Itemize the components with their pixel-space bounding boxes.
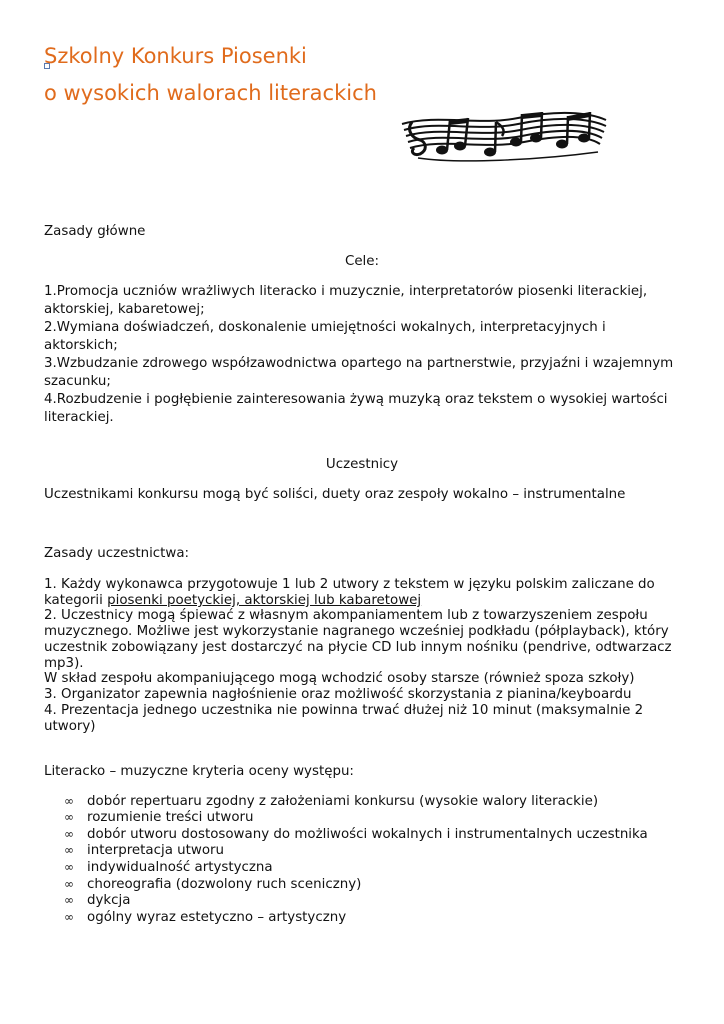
participation-rules-heading: Zasady uczestnictwa: <box>44 546 190 561</box>
rule-2-line-1: 2. Uczestnicy mogą śpiewać z własnym akompaniamentem lub z towarzyszeniem zespołu <box>44 608 648 623</box>
title-line-2: o wysokich walorach literackich <box>44 81 377 105</box>
title-line-1: Szkolny Konkurs Piosenki <box>44 44 307 68</box>
criteria-heading: Literacko – muzyczne kryteria oceny występu: <box>44 764 354 779</box>
infinity-bullet-icon: ∞ <box>64 877 74 891</box>
infinity-bullet-icon: ∞ <box>64 910 74 924</box>
list-item: dobór repertuaru zgodny z założeniami konkursu (wysokie walory literackie) <box>87 794 599 809</box>
list-item: dobór utworu dostosowany do możliwości wokalnych i instrumentalnych uczestnika <box>87 827 648 842</box>
rule-2-line-3: uczestnik zobowiązany jest dostarczyć na płycie CD lub innym nośniku (pendrive, odtwarzacz <box>44 640 672 655</box>
rule-3: 3. Organizator zapewnia nagłośnienie oraz możliwość skorzystania z pianina/keyboardu <box>44 687 632 702</box>
infinity-bullet-icon: ∞ <box>64 843 74 857</box>
list-item: indywidualność artystyczna <box>87 860 273 875</box>
infinity-bullet-icon: ∞ <box>64 794 74 808</box>
list-item: choreografia (dozwolony ruch sceniczny) <box>87 877 362 892</box>
list-item: rozumienie treści utworu <box>87 810 254 825</box>
goal-2-line-2: aktorskich; <box>44 338 118 353</box>
goal-3-line-1: 3.Wzbudzanie zdrowego współzawodnictwa opartego na partnerstwie, przyjaźni i wzajemnym <box>44 356 674 371</box>
participants-text: Uczestnikami konkursu mogą być soliści, duety oraz zespoły wokalno – instrumentalne <box>44 487 626 502</box>
rule-1-line-1: 1. Każdy wykonawca przygotowuje 1 lub 2 utwory z tekstem w języku polskim zaliczane do <box>44 577 655 592</box>
goal-4-line-1: 4.Rozbudzenie i pogłębienie zainteresowania żywą muzyką oraz tekstem o wysokiej wartości <box>44 392 668 407</box>
goals-heading: Cele: <box>344 254 380 269</box>
infinity-bullet-icon: ∞ <box>64 827 74 841</box>
list-item: interpretacja utworu <box>87 843 225 858</box>
rule-1-categories: piosenki poetyckiej, aktorskiej lub kabaretowej <box>107 593 422 608</box>
goal-4-line-2: literackiej. <box>44 410 114 425</box>
infinity-bullet-icon: ∞ <box>64 893 74 907</box>
infinity-bullet-icon: ∞ <box>64 860 74 874</box>
goal-1-line-2: aktorskiej, kabaretowej; <box>44 302 205 317</box>
rule-4-line-1: 4. Prezentacja jednego uczestnika nie powinna trwać dłużej niż 10 minut (maksymalnie 2 <box>44 703 644 718</box>
list-item: ogólny wyraz estetyczno – artystyczny <box>87 910 347 925</box>
main-rules-heading: Zasady główne <box>44 224 146 239</box>
rule-4-line-2: utwory) <box>44 719 96 734</box>
rule-2-line-4: mp3). <box>44 656 84 671</box>
participants-heading: Uczestnicy <box>325 457 399 472</box>
rule-1-prefix: kategorii <box>44 593 108 608</box>
list-item: dykcja <box>87 893 131 908</box>
music-notes-staff-icon <box>398 108 610 170</box>
goal-3-line-2: szacunku; <box>44 374 111 389</box>
infinity-bullet-icon: ∞ <box>64 810 74 824</box>
goal-1-line-1: 1.Promocja uczniów wrażliwych literacko i muzycznie, interpretatorów piosenki literackiej, <box>44 284 648 299</box>
goal-2-line-1: 2.Wymiana doświadczeń, doskonalenie umiejętności wokalnych, interpretacyjnych i <box>44 320 606 335</box>
rule-2-line-2: muzycznego. Możliwe jest wykorzystanie nagranego wcześniej podkładu (półplayback), który <box>44 624 669 639</box>
rule-2-line-5: W skład zespołu akompaniującego mogą wchodzić osoby starsze (również spoza szkoły) <box>44 671 635 686</box>
